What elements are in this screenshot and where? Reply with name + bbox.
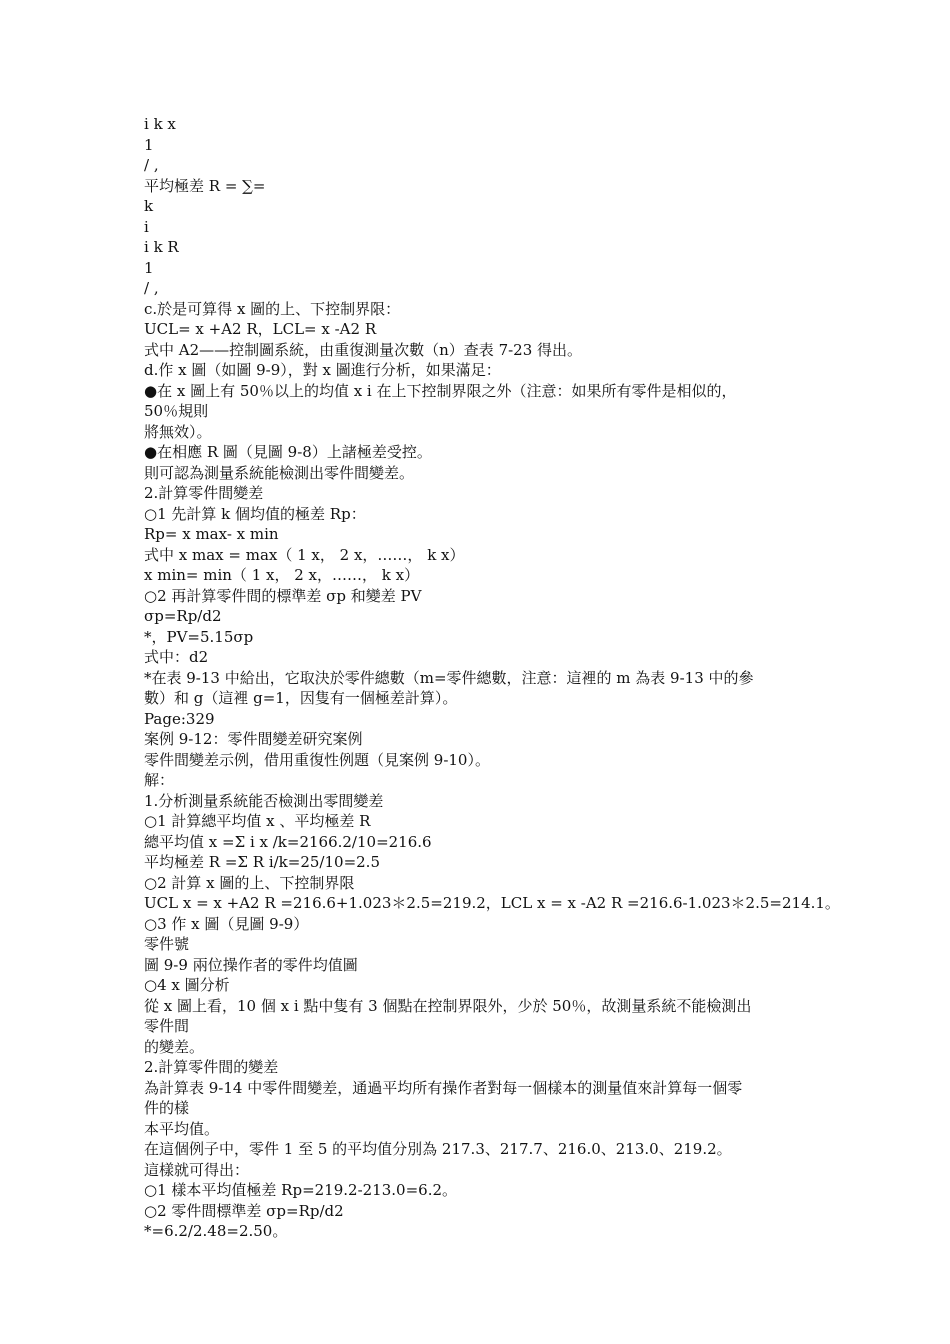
- page-number: Page:329: [144, 709, 215, 728]
- case-heading: 案例 9-12：零件間變差研究案例: [144, 730, 363, 748]
- document-body: [144, 114, 840, 1242]
- text-line: ○2 再計算零件間的標準差 σp 和變差 PV: [144, 586, 422, 605]
- text-line: i k x: [144, 115, 176, 133]
- text-line: 將無效）。: [144, 422, 212, 441]
- text-line: 1: [144, 135, 154, 154]
- text-line: *在表 9-13 中給出，它取決於零件總數（m=零件總數，注意：這裡的 m 為表 9-13 中的參: [144, 668, 754, 687]
- text-line: ○1 先計算 k 個均值的極差 Rp：: [144, 504, 366, 523]
- text-line: ○1 計算總平均值 x 、平均極差 R: [144, 812, 371, 830]
- text-line: 為計算表 9-14 中零件間變差，通過平均所有操作者對每一個樣本的測量值來計算每一個零: [144, 1078, 743, 1097]
- section-heading: 1.分析測量系統能否檢測出零間變差: [144, 791, 384, 810]
- text-line: ○3 作 x 圖（見圖 9-9）: [144, 914, 309, 933]
- text-line: 本平均值。: [144, 1119, 220, 1138]
- text-line: 從 x 圖上看，10 個 x i 點中隻有 3 個點在控制界限外，少於 50％，故測量系統不能檢測出: [144, 996, 752, 1015]
- text-line: ●在 x 圖上有 50％以上的均值 x i 在上下控制界限之外（注意：如果所有零件是相似的，: [144, 381, 737, 400]
- section-heading: 2.計算零件間變差: [144, 484, 264, 502]
- text-line: UCL x = x +A2 R =216.6+1.023＊2.5=219.2，LCL x = x -A2 R =216.6-1.023＊2.5=214.1。: [144, 894, 840, 912]
- text-line: 平均極差 R =Σ R i/k=25/10=2.5: [144, 853, 380, 871]
- text-line: 件的樣: [144, 1099, 190, 1117]
- text-line: 數）和 g（這裡 g=1，因隻有一個極差計算）。: [144, 689, 458, 707]
- text-line: 則可認為測量系統能檢測出零件間變差。: [144, 463, 415, 482]
- text-line: c.於是可算得 x 圖的上、下控制界限：: [144, 299, 401, 318]
- text-line: / ,: [144, 279, 159, 297]
- text-line: *，PV=5.15σp: [144, 627, 254, 646]
- text-line: ○2 零件間標準差 σp=Rp/d2: [144, 1201, 344, 1220]
- text-line: ●在相應 R 圖（見圖 9-8）上諸極差受控。: [144, 443, 432, 461]
- text-line: UCL= x +A2 R，LCL= x -A2 R: [144, 320, 377, 338]
- text-line: 在這個例子中，零件 1 至 5 的平均值分別為 217.3、217.7、216.0、213.0、219.2。: [144, 1140, 732, 1158]
- text-line: σp=Rp/d2: [144, 607, 222, 625]
- text-line: ○2 計算 x 圖的上、下控制界限: [144, 873, 355, 892]
- text-line: 這樣就可得出：: [144, 1160, 250, 1179]
- text-line: d.作 x 圖（如圖 9-9），對 x 圖進行分析，如果滿足：: [144, 361, 501, 379]
- text-line: 1: [144, 258, 154, 277]
- text-line: Rp= x max- x min: [144, 525, 279, 543]
- text-line: 式中 x max = max（ 1 x， 2 x，……， k x）: [144, 545, 465, 564]
- section-heading: 2.計算零件間的變差: [144, 1058, 279, 1076]
- text-line: 零件間: [144, 1017, 190, 1035]
- text-line: 平均極差 R = ∑=: [144, 176, 266, 195]
- text-line: ○4 x 圖分析: [144, 976, 230, 994]
- text-line: 零件號: [144, 935, 190, 953]
- text-line: / ,: [144, 156, 159, 174]
- text-line: *=6.2/2.48=2.50。: [144, 1222, 288, 1240]
- text-line: 解：: [144, 771, 175, 789]
- text-line: i k R: [144, 238, 179, 256]
- figure-caption: 圖 9-9 兩位操作者的零件均值圖: [144, 955, 358, 974]
- text-line: k: [144, 197, 154, 215]
- text-line: 50％規則: [144, 402, 209, 420]
- text-line: 的變差。: [144, 1037, 205, 1056]
- text-line: i: [144, 217, 149, 236]
- text-line: ○1 樣本平均值極差 Rp=219.2-213.0=6.2。: [144, 1181, 458, 1199]
- text-line: 式中：d2: [144, 648, 209, 666]
- text-line: x min= min（ 1 x， 2 x，……， k x）: [144, 566, 420, 584]
- text-line: 總平均值 x =Σ i x /k=2166.2/10=216.6: [144, 832, 432, 851]
- text-line: 零件間變差示例，借用重復性例題（見案例 9-10）。: [144, 750, 490, 769]
- text-line: 式中 A2——控制圖系統，由重復測量次數（n）查表 7-23 得出。: [144, 340, 583, 359]
